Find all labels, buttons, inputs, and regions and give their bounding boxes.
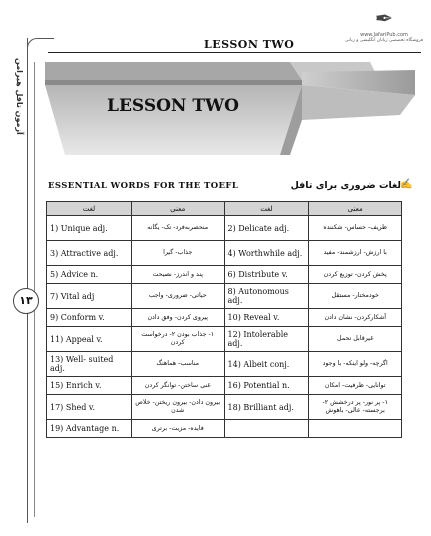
meaning-cell: خودمختار- مستقل: [309, 284, 402, 309]
section-title-fa: لغات ضروری برای تافل: [290, 180, 401, 191]
meaning-cell: [309, 420, 402, 438]
publisher-logo: [345, 8, 423, 56]
table-row: [47, 352, 402, 377]
meaning-cell: ۱- پر نور- پر درخشش ۲- برجسته- عالی- باهوش: [309, 395, 402, 420]
word-cell: 8) Autonomous adj.: [224, 284, 309, 309]
meaning-cell: با ارزش- ارزشمند- مفید: [309, 241, 402, 266]
meaning-cell: حیاتی- ضروری- واجب: [131, 284, 224, 309]
table-row: [47, 284, 402, 309]
gutter-line: [27, 38, 28, 523]
word-cell: [224, 420, 309, 438]
table-row: [47, 327, 402, 352]
word-cell: 15) Enrich v.: [47, 377, 132, 395]
word-cell: 6) Distribute v.: [224, 266, 309, 284]
meaning-cell: جذاب- گیرا: [131, 241, 224, 266]
meaning-cell: پند و اندرز- نصیحت: [131, 266, 224, 284]
meaning-cell: فایده- مزیت- برتری: [131, 420, 224, 438]
meaning-cell: پیروی کردن- وفق دادن: [131, 309, 224, 327]
header-word-right: لغت: [224, 202, 309, 216]
side-running-title: آزمون تافل هیرامن: [15, 58, 24, 135]
word-cell: 17) Shed v.: [47, 395, 132, 420]
header-word-left: لغت: [47, 202, 132, 216]
banner-title: LESSON TWO: [107, 96, 239, 116]
word-cell: 10) Reveal v.: [224, 309, 309, 327]
word-cell: 16) Potential n.: [224, 377, 309, 395]
header-meaning-left: معنی: [131, 202, 224, 216]
word-cell: 5) Advice n.: [47, 266, 132, 284]
pen-icon: ✍: [400, 179, 413, 190]
meaning-cell: توانایی- ظرفیت- امکان: [309, 377, 402, 395]
meaning-cell: ظریف- حساس- شکننده: [309, 216, 402, 241]
logo-caption: فروشگاه تخصصی زبانان انگلیسی و زبانی: [345, 38, 423, 43]
vocabulary-table: [46, 201, 402, 438]
header-divider: [48, 52, 421, 53]
meaning-cell: غنی ساختن- توانگر کردن: [131, 377, 224, 395]
gutter-curve: [27, 38, 54, 55]
word-cell: 4) Worthwhile adj.: [224, 241, 309, 266]
meaning-cell: منحصربه‌فرد- تک- یگانه: [131, 216, 224, 241]
word-cell: 19) Advantage n.: [47, 420, 132, 438]
meaning-cell: اگرچه- ولو اینکه- با وجود: [309, 352, 402, 377]
word-cell: 9) Conform v.: [47, 309, 132, 327]
word-cell: 18) Brilliant adj.: [224, 395, 309, 420]
table-row: [47, 309, 402, 327]
word-cell: 2) Delicate adj.: [224, 216, 309, 241]
word-cell: 7) Vital adj: [47, 284, 132, 309]
logo-url: www.JafariPub.com: [360, 32, 408, 38]
page-number: ۱۳: [13, 288, 39, 314]
page-header-title: LESSON TWO: [204, 38, 295, 51]
table-row: [47, 241, 402, 266]
header-meaning-right: معنی: [309, 202, 402, 216]
table-row: [47, 266, 402, 284]
meaning-cell: پخش کردن- توزیع کردن: [309, 266, 402, 284]
table-row: [47, 377, 402, 395]
word-cell: 11) Appeal v.: [47, 327, 132, 352]
table-header-row: [47, 202, 402, 216]
meaning-cell: بیرون دادن- بیرون ریختن- خلاص شدن: [131, 395, 224, 420]
logo-mark-icon: ✒: [374, 7, 394, 32]
section-title-en: ESSENTIAL WORDS FOR THE TOEFL: [48, 181, 239, 191]
table-row: [47, 216, 402, 241]
table-row: [47, 395, 402, 420]
meaning-cell: مناسب- هماهنگ: [131, 352, 224, 377]
meaning-cell: ۱- جذاب بودن ۲- درخواست کردن: [131, 327, 224, 352]
gutter-line-inner: [34, 62, 35, 517]
meaning-cell: آشکارکردن- نشان دادن: [309, 309, 402, 327]
word-cell: 13) Well- suited adj.: [47, 352, 132, 377]
word-cell: 14) Albeit conj.: [224, 352, 309, 377]
word-cell: 3) Attractive adj.: [47, 241, 132, 266]
table-row: [47, 420, 402, 438]
meaning-cell: غیرقابل تحمل: [309, 327, 402, 352]
word-cell: 12) Intolerable adj.: [224, 327, 309, 352]
word-cell: 1) Unique adj.: [47, 216, 132, 241]
